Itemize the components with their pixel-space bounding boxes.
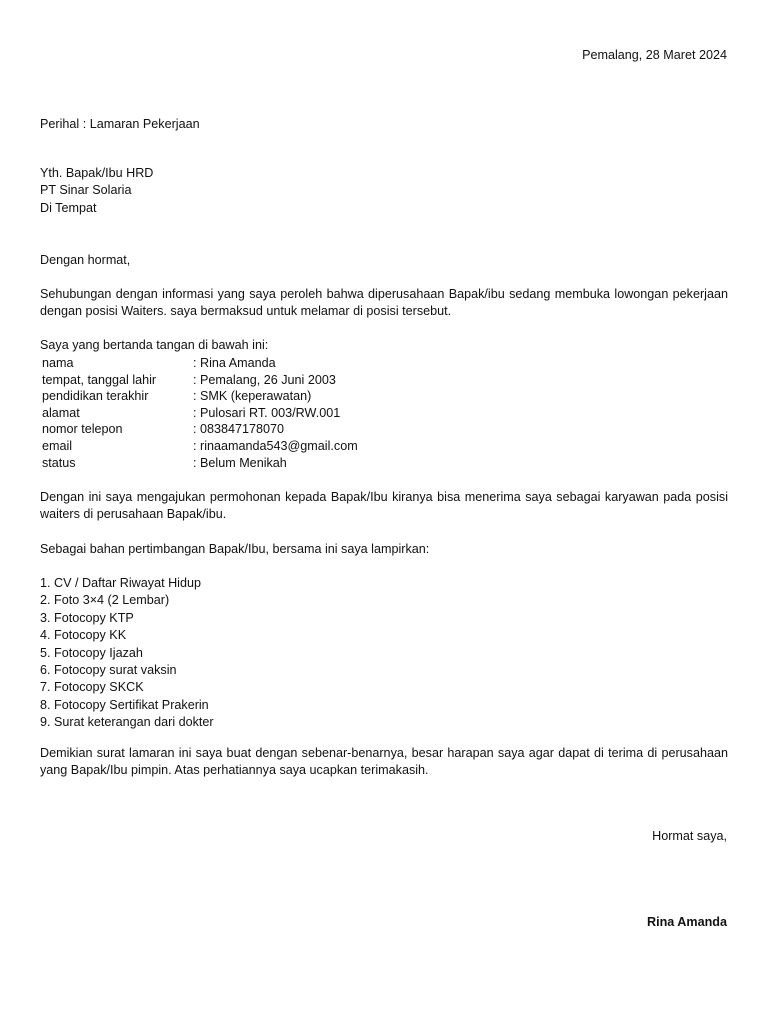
bio-label: email: [42, 438, 73, 453]
bio-label: alamat: [42, 405, 80, 420]
attachment-item: 7. Fotocopy SKCK: [40, 680, 144, 695]
attachments-intro: Sebagai bahan pertimbangan Bapak/Ibu, bersama ini saya lampirkan:: [40, 542, 430, 556]
application-paragraph: Dengan ini saya mengajukan permohonan kepada Bapak/Ibu kiranya bisa menerima saya sebagai karyawan pada posisi waiters di perusahaan Bapak/ibu.: [40, 490, 728, 522]
bio-row: [40, 455, 358, 472]
bio-value: : 083847178070: [193, 422, 285, 437]
bio-table: [40, 355, 358, 471]
bio-row: [40, 405, 358, 422]
bio-label: nama: [42, 356, 74, 370]
bio-row: [40, 372, 358, 389]
bio-label: status: [42, 455, 76, 470]
recipient-line: Yth. Bapak/Ibu HRD: [40, 166, 154, 180]
bio-label: nomor telepon: [42, 422, 123, 437]
attachment-item: 9. Surat keterangan dari dokter: [40, 715, 214, 730]
attachment-item: 3. Fotocopy KTP: [40, 610, 134, 625]
attachment-item: 5. Fotocopy Ijazah: [40, 645, 143, 660]
attachments-list: [40, 575, 214, 732]
bio-row: [40, 421, 358, 438]
attachment-item: 4. Fotocopy KK: [40, 628, 127, 643]
attachment-item: 6. Fotocopy surat vaksin: [40, 663, 177, 678]
bio-row: [40, 355, 358, 372]
bio-value: : Pulosari RT. 003/RW.001: [193, 405, 341, 420]
signer-intro: Saya yang bertanda tangan di bawah ini:: [40, 338, 269, 352]
bio-value: : Pemalang, 26 Juni 2003: [193, 372, 336, 387]
bio-label: pendidikan terakhir: [42, 389, 149, 404]
bio-value: : rinaamanda543@gmail.com: [193, 438, 358, 453]
bio-row: [40, 388, 358, 405]
bio-table-wrapper: [40, 355, 358, 471]
regards: Hormat saya,: [652, 829, 727, 843]
intro-paragraph: Sehubungan dengan informasi yang saya peroleh bahwa diperusahaan Bapak/ibu sedang membuka lowongan pekerjaan dengan posisi Waiters. saya bermaksud untuk melamar di posisi tersebut.: [40, 287, 728, 319]
greeting: Dengan hormat,: [40, 253, 131, 267]
attachment-item: 8. Fotocopy Sertifikat Prakerin: [40, 697, 209, 712]
recipient-location: Di Tempat: [40, 200, 97, 215]
bio-label: tempat, tanggal lahir: [42, 372, 157, 387]
recipient-block: [40, 165, 153, 217]
bio-row: [40, 438, 358, 455]
attachment-item: 2. Foto 3×4 (2 Lembar): [40, 593, 170, 608]
bio-value: : Belum Menikah: [193, 455, 287, 470]
signature-name: Rina Amanda: [646, 915, 727, 929]
closing-paragraph: Demikian surat lamaran ini saya buat dengan sebenar-benarnya, besar harapan saya agar dapat di terima di perusahaan yang Bapak/Ibu pimpin. Atas perhatiannya saya ucapkan terimakasih.: [40, 746, 728, 778]
place-date: Pemalang, 28 Maret 2024: [582, 48, 727, 62]
bio-value: : Rina Amanda: [193, 356, 276, 370]
subject-line: Perihal : Lamaran Pekerjaan: [40, 117, 200, 131]
attachment-item: 1. CV / Daftar Riwayat Hidup: [40, 576, 201, 590]
recipient-company: PT Sinar Solaria: [40, 183, 132, 198]
bio-value: : SMK (keperawatan): [193, 389, 312, 404]
